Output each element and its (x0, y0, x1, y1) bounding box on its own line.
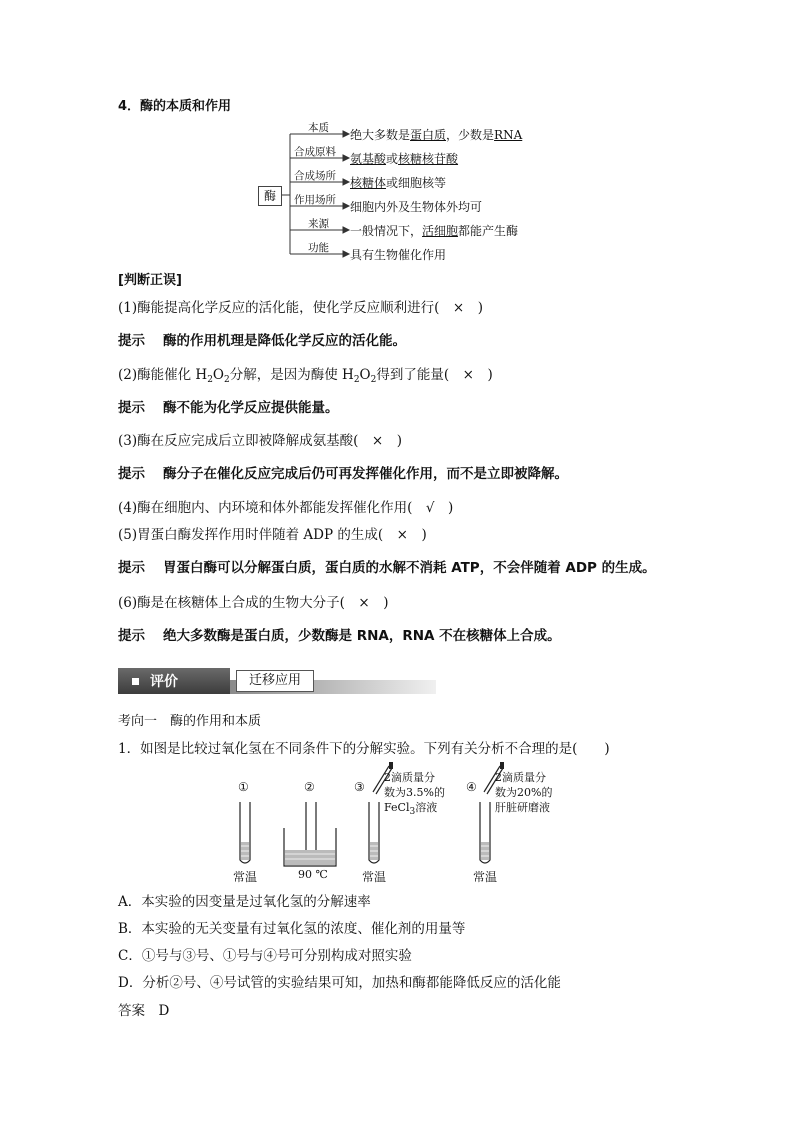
arrow-head-icon (343, 227, 349, 233)
hint-text: 酶分子在催化反应完成后仍可再发挥催化作用，而不是立即被降解。 (163, 466, 568, 482)
hint-text: 胃蛋白酶可以分解蛋白质，蛋白质的水解不消耗 ATP，不会伴随着 ADP 的生成。 (163, 560, 656, 576)
arrow-head-icon (343, 131, 349, 137)
judge-question: (3)酶在反应完成后立即被降解成氨基酸( × ) (118, 433, 402, 449)
judge-question: (2)酶能催化 $H_2O_2$分解，是因为酶使 $H_2O_2$得到了能量( × ) (118, 367, 493, 385)
hint-label: 提示 (118, 560, 145, 576)
branch-label: 来源 (308, 218, 329, 230)
judge-question: (6)酶是在核糖体上合成的生物大分子( × ) (118, 595, 389, 611)
branch-label: 本质 (308, 122, 329, 134)
branch-content: 一般情况下，活细胞都能产生酶 (350, 224, 519, 238)
option-a: A．本实验的因变量是过氧化氢的分解速率 (118, 894, 371, 910)
branch-content: 核糖体或细胞核等 (350, 176, 447, 190)
branch-content: 细胞内外及生物体外均可 (350, 200, 483, 214)
temp-label-3: 常温 (362, 870, 387, 884)
banner-tag: 迁移应用 (236, 670, 314, 692)
branch-content: 氨基酸或核糖核苷酸 (350, 152, 459, 166)
hint-label: 提示 (118, 333, 145, 349)
evaluation-banner (118, 668, 436, 694)
judge-hint (118, 627, 561, 645)
arrow-head-icon (343, 155, 349, 161)
reagent-4-label: 2滴质量分 数为20%的 肝脏研磨液 (495, 771, 553, 814)
judge-hint (118, 332, 406, 350)
answer: 答案 D (118, 1003, 170, 1019)
hint-text: 绝大多数酶是蛋白质，少数酶是 RNA，RNA 不在核糖体上合成。 (163, 628, 561, 644)
section-title: 4．酶的本质和作用 (118, 99, 232, 114)
arrow-head-icon (343, 179, 349, 185)
branch-content: 具有生物催化作用 (350, 248, 447, 262)
enzyme-center-box: 酶 (258, 186, 282, 206)
branch-label: 作用场所 (294, 194, 336, 206)
judge-question: (4)酶在细胞内、内环境和体外都能发挥催化作用( √ ) (118, 500, 454, 516)
option-d: D．分析②号、④号试管的实验结果可知，加热和酶都能降低反应的活化能 (118, 975, 561, 991)
arrow-head-icon (343, 251, 349, 257)
judge-hint (118, 465, 568, 483)
hint-text: 酶不能为化学反应提供能量。 (163, 400, 339, 416)
branch-label: 合成原料 (294, 146, 336, 158)
option-c: C．①号与③号、①号与④号可分别构成对照实验 (118, 948, 412, 964)
judge-heading: [判断正误] (118, 273, 182, 288)
judge-hint (118, 399, 339, 417)
exam-direction: 考向一 酶的作用和本质 (118, 714, 262, 729)
tube-number-2: ② (304, 780, 315, 794)
option-b: B．本实验的无关变量有过氧化氢的浓度、催化剂的用量等 (118, 921, 466, 937)
branch-label: 功能 (308, 242, 329, 254)
temp-label-4: 常温 (473, 870, 498, 884)
arrow-head-icon (343, 203, 349, 209)
question-text: 1．如图是比较过氧化氢在不同条件下的分解实验。下列有关分析不合理的是( ) (118, 741, 610, 757)
judge-question: (1)酶能提高化学反应的活化能，使化学反应顺利进行( × ) (118, 300, 483, 316)
branch-label: 合成场所 (294, 170, 336, 182)
temp-label-1: 常温 (233, 870, 258, 884)
banner-title: 评价 (150, 674, 178, 690)
temp-label-2: 90 ℃ (298, 868, 328, 881)
tube-number-3: ③ (354, 780, 365, 794)
branch-content: 绝大多数是蛋白质，少数是RNA (350, 128, 523, 142)
judge-question: (5)胃蛋白酶发挥作用时伴随着 ADP 的生成( × ) (118, 527, 427, 543)
square-icon (132, 678, 139, 685)
judge-hint (118, 559, 656, 577)
hint-label: 提示 (118, 400, 145, 416)
hint-label: 提示 (118, 466, 145, 482)
hint-text: 酶的作用机理是降低化学反应的活化能。 (163, 333, 406, 349)
tube-number-4: ④ (466, 780, 477, 794)
reagent-3-label: 2滴质量分 数为3.5%的 FeCl$_3$溶液 (384, 771, 445, 817)
tube-number-1: ① (238, 780, 249, 794)
hint-label: 提示 (118, 628, 145, 644)
